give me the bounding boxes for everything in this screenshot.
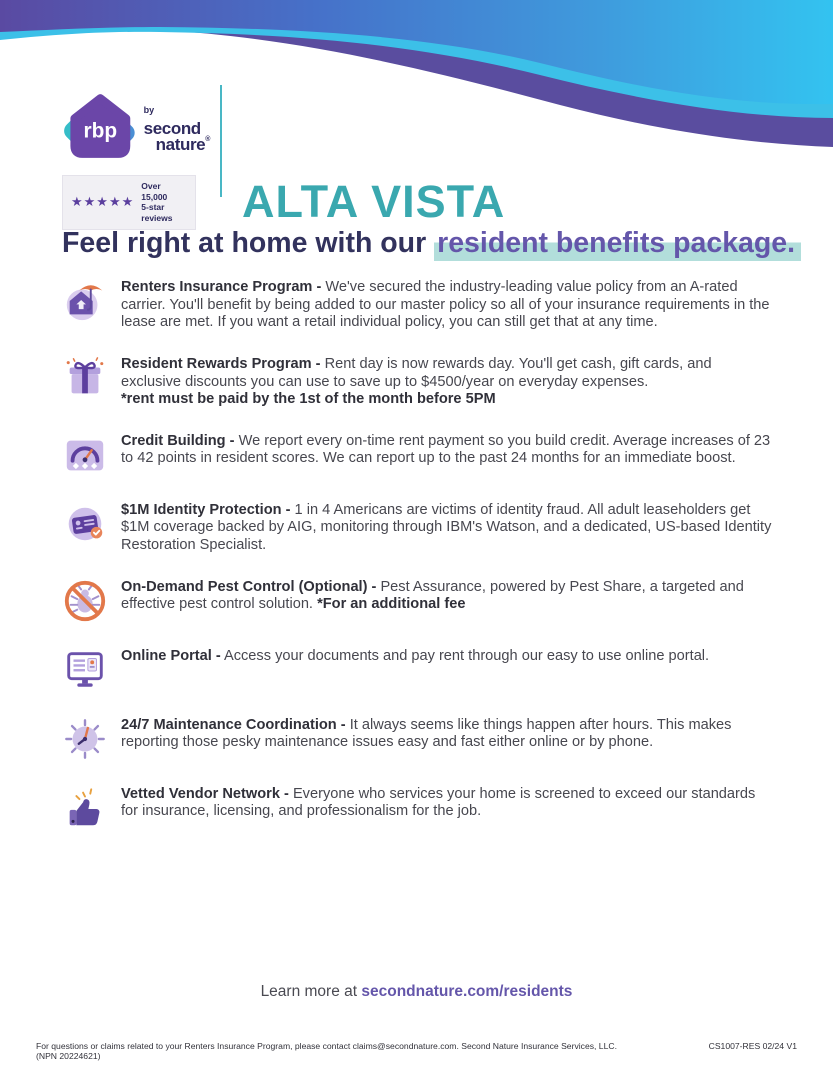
benefit-text: Credit Building - We report every on-time rent payment so you build credit. Average increases of 23 to 42 points in resident scores. We can report up to the past 24 months for an immediate boost. <box>121 432 771 467</box>
benefit-text: $1M Identity Protection - 1 in 4 Americans are victims of identity fraud. All adult leaseholders get $1M coverage backed by AIG, monitoring through IBM's Watson, and a dedicated, US-based Identity Restoration Specialist. <box>121 501 772 553</box>
five-stars-icon: ★★★★★ <box>71 194 135 210</box>
logo-block <box>62 90 210 230</box>
thumbs-up-icon <box>62 785 108 831</box>
clock-icon <box>62 716 108 762</box>
umbrella-house-icon <box>62 278 108 324</box>
fine-print <box>36 1041 797 1061</box>
by-second-nature <box>144 106 210 154</box>
rbp-logo-text: rbp <box>83 119 118 143</box>
credit-gauge-icon <box>62 432 108 478</box>
benefit-item-online-portal <box>62 648 774 693</box>
reviews-badge <box>62 175 196 230</box>
benefit-item-credit-building <box>62 433 774 478</box>
learn-more-prefix: Learn more at <box>260 983 358 1000</box>
benefit-text: Resident Rewards Program - Rent day is now rewards day. You'll get cash, gift cards, and exclusive discounts you can use to save up to $4500/year on everyday expenses. *rent must be paid by the 1st of the month before 5PM <box>121 355 712 408</box>
identity-card-icon <box>62 501 108 547</box>
rbp-logo-icon <box>62 90 139 166</box>
benefit-item-identity-protection <box>62 502 774 555</box>
brand-name-line1: second <box>143 119 201 139</box>
by-label: by <box>143 105 155 115</box>
benefit-text: Renters Insurance Program - We've secured the industry-leading value policy from an A-rated carrier. You'll benefit by being added to our master policy so all of your insurance requirements in the lease are met. If you want a retail individual policy, you can still get that at any time. <box>121 279 770 331</box>
benefit-text: On-Demand Pest Control (Optional) - Pest Assurance, powered by Pest Share, a targeted and effective pest control solution. *For an additional fee <box>121 578 744 613</box>
benefit-item-vendor-network <box>62 786 774 831</box>
residents-link[interactable]: secondnature.com/residents <box>361 983 573 1000</box>
benefit-item-renters-insurance <box>62 279 774 332</box>
header-divider <box>220 85 222 197</box>
brand-header <box>62 90 505 230</box>
main-content <box>62 226 796 855</box>
gift-icon <box>62 355 108 401</box>
benefit-item-pest-control <box>62 579 774 624</box>
benefit-item-maintenance <box>62 717 774 762</box>
reviews-text: Over 15,000 5-star reviews <box>141 181 173 223</box>
no-pest-icon <box>62 578 108 624</box>
benefit-text: Vetted Vendor Network - Everyone who services your home is screened to exceed our standards for insurance, licensing, and professionalism for the job. <box>121 785 756 820</box>
online-portal-icon <box>62 647 108 693</box>
fine-print-left: For questions or claims related to your Renters Insurance Program, please contact claims@secondnature.com. Second Nature Insurance Services, LLC. (NPN 20224621) <box>36 1041 617 1061</box>
property-name: ALTA VISTA <box>242 175 506 227</box>
page-title-highlight: resident benefits package. <box>434 227 801 261</box>
benefit-text: 24/7 Maintenance Coordination - It always seems like things happen after hours. This makes reporting those pesky maintenance issues easy and fast either online or by phone. <box>121 716 732 751</box>
brand-name-line2: nature® <box>155 135 210 155</box>
document-code: CS1007-RES 02/24 V1 <box>708 1041 797 1051</box>
learn-more-line <box>0 983 833 1001</box>
benefit-text: Online Portal - Access your documents and pay rent through our easy to use online portal. <box>121 647 710 664</box>
page-title: Feel right at home with our resident benefits package. <box>62 226 774 260</box>
benefit-item-resident-rewards <box>62 356 774 409</box>
